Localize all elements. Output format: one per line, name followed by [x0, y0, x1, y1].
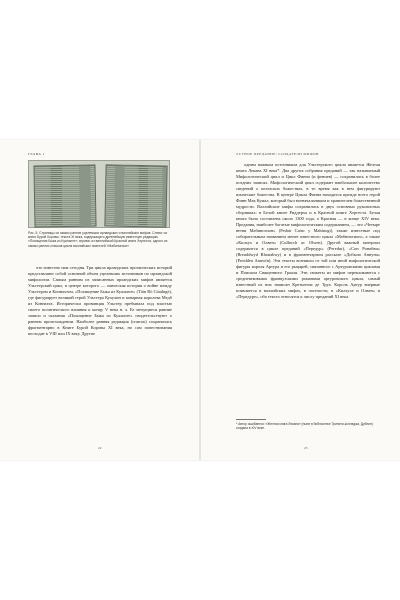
body-text-left	[28, 265, 172, 337]
footnote-divider	[236, 419, 266, 420]
running-head-right: УСТНОЕ ПРЕДАНИЕ: СОЗДАТЕЛИ МИФОВ	[236, 152, 319, 156]
right-page	[200, 140, 400, 460]
left-page	[0, 140, 200, 460]
page-number-left: 22	[98, 446, 102, 450]
manuscript-photo	[28, 160, 170, 228]
running-head-left: ГЛАВА 1	[28, 152, 45, 156]
footnote: * Автор ошибается: «Желтая книга Лекана» (ныне в библиотеке Тринити-колледжа, Дублин) создана в XIV веке.	[236, 422, 373, 431]
book-spread	[0, 140, 400, 460]
paragraph: одним важным источником для Ульстерского цикла является Желтая книга Лекана XI века*. Два других собрания преданий — так называемый Мифологический цикл и Цикл Финна (и фениев) — сохранились в более поздних записях. Мифологический цикл содержит наибольшее количество сведений о кельтских божествах, в то время как в нем фигурируют языческие божества. В центре Цикла Финна находится прежде всего герой Финн Мак Кумал, который был военачальником и хранителем божественной мудрости. Валлийские мифы сохранились в двух основных рукописных сборниках: в Белой книге Риддерха и в Красной книге Хергеста. Белая книга была составлена около 1300 года, а Красная — в конце XIV века. Предания, наиболее богатые мифологическим содержанием, — это «Четыре ветви Мабиногион» (Pedair Cainc y Mabinogi), также известные под собирательным названием менее известного цикла «Мабиногион», а также «Килхух и Олвен» (Culhwch ac Olwen). Другой важный материал содержится в цикле преданий «Передур» (Peredur), «Сон Ронабви» (Breuddwyd Rhonabwy) и в фрагментарном рассказе «Добыча Аннуна» (Preiddeu Annwfn). Эти тексты возникли от той или иной мифологической фигуры короля Артура и его рыцарей, связанного с Артуровскими циклами и Поиском Священного Грааля. Эти сюжеты из мифов перекликаются с средневековыми французскими романами артуровского цикла, самый известный из них написан Кретьеном де Труа. Король Артур впервые появляется в валлийских мифах, в частности, в «Килхухе и Олвен» и «Передуре», оба текста относятся к числу преданий XI века.	[236, 162, 380, 299]
page-number-right: 23	[304, 446, 308, 450]
body-text-right	[236, 162, 380, 300]
figure-caption: Рис. 5. Страницы из самых ранних уцелевших ирландских и валлийских мифов. Слева: из книги Бурой Коровы, текста XI века, содержащего древнейшую известную редакцию «Похищения Быка из Куальнге»; справа: из валлийской Красной книги Хергеста, одного из самых ранних списков цикла валлийских повестей «Мабиногион».	[28, 231, 168, 248]
manuscript-leaf-right	[104, 164, 167, 227]
manuscript-leaf-left	[33, 164, 96, 227]
paragraph: что известно нам сегодня. Три цикла ирландских прозаических историй представляют собой основной объем уцелевших источников по ирландской мифологии. Самым ранним из записанных ирландских мифов является Ульстерский цикл, в центре которого — эпическая история о войне между Ульстером и Коннахтом, «Похищение Быка из Куальнге» (Táin Bó Cúailnge), где фигурирует великий герой Ульстера Кухулин и коварная королева Медб из Коннахта. Исторически провинция Ульстер пребывала под властью своего политического влияния к концу V века н. э. Ее мечущиеся ранние записи и сказания «Похищение Быка из Куальнге» свидетельствуют о раннем происхождении. Наиболее ранняя редакция (список) сохранилась фрагментарно в Книге Бурой Коровы XI века, но сам повествования восходит к VIII или IX веку. Другие	[28, 265, 172, 336]
